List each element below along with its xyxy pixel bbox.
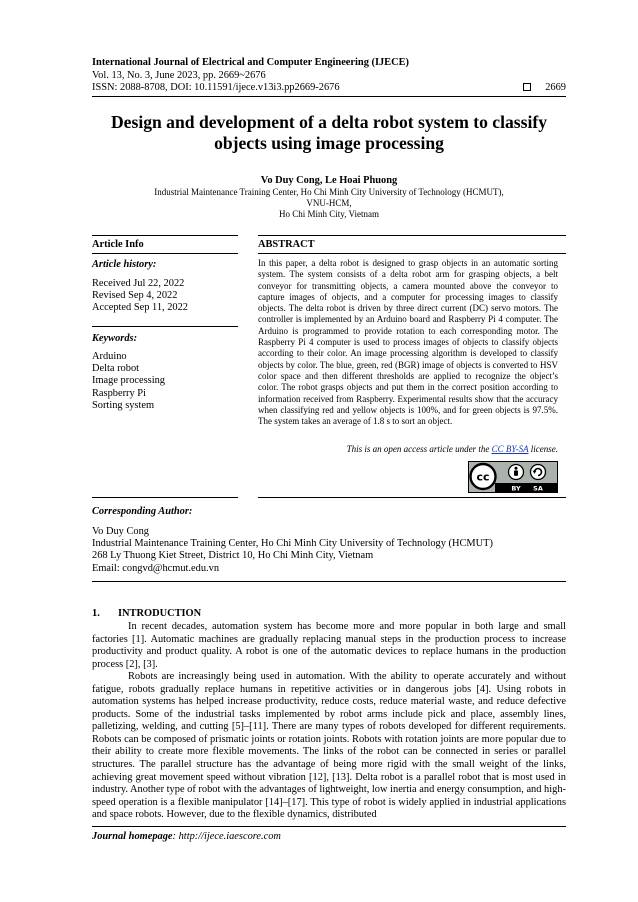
page-number-text: 2669: [545, 82, 566, 94]
revised-date: Revised Sep 4, 2022: [92, 290, 178, 302]
corresponding-bottom-rule: [92, 581, 566, 582]
keywords-rule: [92, 326, 238, 327]
footer-url[interactable]: http://ijece.iaescore.com: [178, 831, 281, 842]
section-heading: [92, 608, 201, 619]
license-link[interactable]: CC BY-SA: [491, 444, 529, 454]
cc-icon-letters: cc: [476, 470, 490, 484]
corresponding-affiliation: Industrial Maintenance Training Center, Ho Chi Minh City University of Technology (HCMUT): [92, 538, 493, 550]
badge-sa-label: SA: [533, 484, 543, 493]
paragraph: Robots are increasingly being used in automation. With the ability to operate accurately and without fatigue, robots gradually replace humans in repetitive activities or in dangerous jobs [4]. Using robots in automation systems has helped increase productivity, reduce costs, reduce material waste, and reduce defective products. Some of the industrial tasks implemented by robot arms include pick and place, assembly lines, palletizing, welding, and cutting [5]–[11]. There are many types of robots developed for different requirements. Robots can be composed of prismatic joints or rotation joints. Robots with rotation joints are more popular due to their ability to create more flexible movements. The links of the robot can be connected in series or parallel structures. The parallel structure has the advantage of being more rigid with the small weight of the links, achieving great movement speed without vibration [12], [13]. Delta robot is a parallel robot that is most used in industry. Another type of robot with the advantages of lightweight, low inertia and energy consumption, and high-speed operation is a flexible manipulator [14]–[17]. This type of robot is widely applied in industrial applications and space robots. However, due to the flexible dynamics, distributed: [92, 671, 566, 821]
by-person-body: [514, 470, 518, 476]
volume-line: Vol. 13, No. 3, June 2023, pp. 2669~2676: [92, 69, 266, 81]
keyword: Sorting system: [92, 399, 155, 411]
article-info-top-rule: [92, 235, 238, 236]
history-list: [92, 278, 188, 315]
section-number: 1.: [92, 608, 100, 619]
badge-bottom-band: [495, 483, 557, 492]
corresponding-heading: Corresponding Author:: [92, 506, 193, 517]
abstract-rule: [258, 253, 566, 254]
journal-name: International Journal of Electrical and Computer Engineering (IJECE): [92, 57, 410, 68]
license-suffix: license.: [528, 444, 558, 454]
affiliation-line-2: Ho Chi Minh City, Vietnam: [279, 209, 379, 219]
footer-separator: :: [172, 831, 179, 842]
license-note: [258, 444, 558, 454]
issn-line: [92, 82, 566, 95]
corresponding-block: [92, 526, 566, 575]
corresponding-left-rule: [92, 497, 238, 498]
badge-by-label: BY: [511, 484, 521, 493]
abstract-top-rule: [258, 235, 566, 236]
abstract-heading: ABSTRACT: [258, 239, 315, 250]
keyword: Delta robot: [92, 363, 140, 375]
affiliation-line-1: Industrial Maintenance Training Center, Ho Chi Minh City University of Technology (HCMUT), VNU-HCM,: [154, 187, 504, 208]
paragraph: In recent decades, automation system has become more and more popular in both large and small factories [1]. Automatic machines are gradually replacing manual steps in the production process to increase productivity and product quality. A robot is one of the automatic devices to replace humans in the production process [2], [3].: [92, 621, 566, 670]
affiliation: [150, 187, 508, 220]
keywords-heading: Keywords:: [92, 333, 138, 344]
header-rule: [92, 96, 566, 97]
footer: [92, 831, 281, 842]
introduction-body: [92, 621, 566, 822]
corresponding-email: Email: congvd@hcmut.edu.vn: [92, 562, 220, 574]
running-header: [92, 57, 566, 95]
page-number: [523, 82, 566, 95]
authors: Vo Duy Cong, Le Hoai Phuong: [260, 175, 398, 186]
license-prefix: This is an open access article under the: [346, 444, 492, 454]
paper-title: Design and development of a delta robot system to classify objects using image processing: [110, 112, 548, 153]
footer-rule: [92, 826, 566, 827]
article-info-heading: Article Info: [92, 239, 144, 250]
keyword: Raspberry Pi: [92, 387, 146, 399]
by-person-head: [515, 467, 518, 470]
abstract-text: In this paper, a delta robot is designed to grasp objects in an automatic sorting system. The system consists of a delta robot arm for grasping objects, a belt conveyor for transmitting objects, a camera mounted above the conveyor to capture images of objects, and a computer for processing images to classify objects. The delta robot is driven by three direct current (DC) servo motors. The controller is implemented by an Arduino board and Raspberry Pi 4 computer. The Arduino is programmed to provide rotation to each corresponding motor. The Raspberry Pi 4 computer is used to process images of objects to classify objects according to their color. An image processing algorithm is developed to classify objects by color. The blue, green, red (BGR) image of objects is converted to HSV color space and then different thresholds are applied to recognize the object’s color. The robot grasps objects and put them in the correct position according to information received from Raspberry. Experimental results show that the accuracy when classifying red and yellow objects is 100%, and for green objects is 97.5%. The system takes an average of 1.8 s to sort an object.: [258, 258, 558, 427]
keyword: Arduino: [92, 351, 127, 362]
checkbox-square-icon: [523, 83, 531, 91]
keyword: Image processing: [92, 375, 165, 387]
sa-share-icon: [531, 465, 546, 480]
keywords-list: [92, 351, 165, 412]
issn-doi: ISSN: 2088-8708, DOI: 10.11591/ijece.v13i3.pp2669-2676: [92, 82, 340, 94]
section-title: INTRODUCTION: [118, 608, 202, 619]
corresponding-right-rule: [258, 497, 566, 498]
received-date: Received Jul 22, 2022: [92, 278, 185, 289]
cc-by-sa-badge[interactable]: [468, 461, 558, 493]
history-heading: Article history:: [92, 259, 157, 270]
footer-label: Journal homepage: [92, 831, 173, 842]
corresponding-address: 268 Ly Thuong Kiet Street, District 10, Ho Chi Minh City, Vietnam: [92, 550, 374, 562]
article-info-rule: [92, 253, 238, 254]
corresponding-name: Vo Duy Cong: [92, 526, 149, 537]
accepted-date: Accepted Sep 11, 2022: [92, 302, 188, 314]
